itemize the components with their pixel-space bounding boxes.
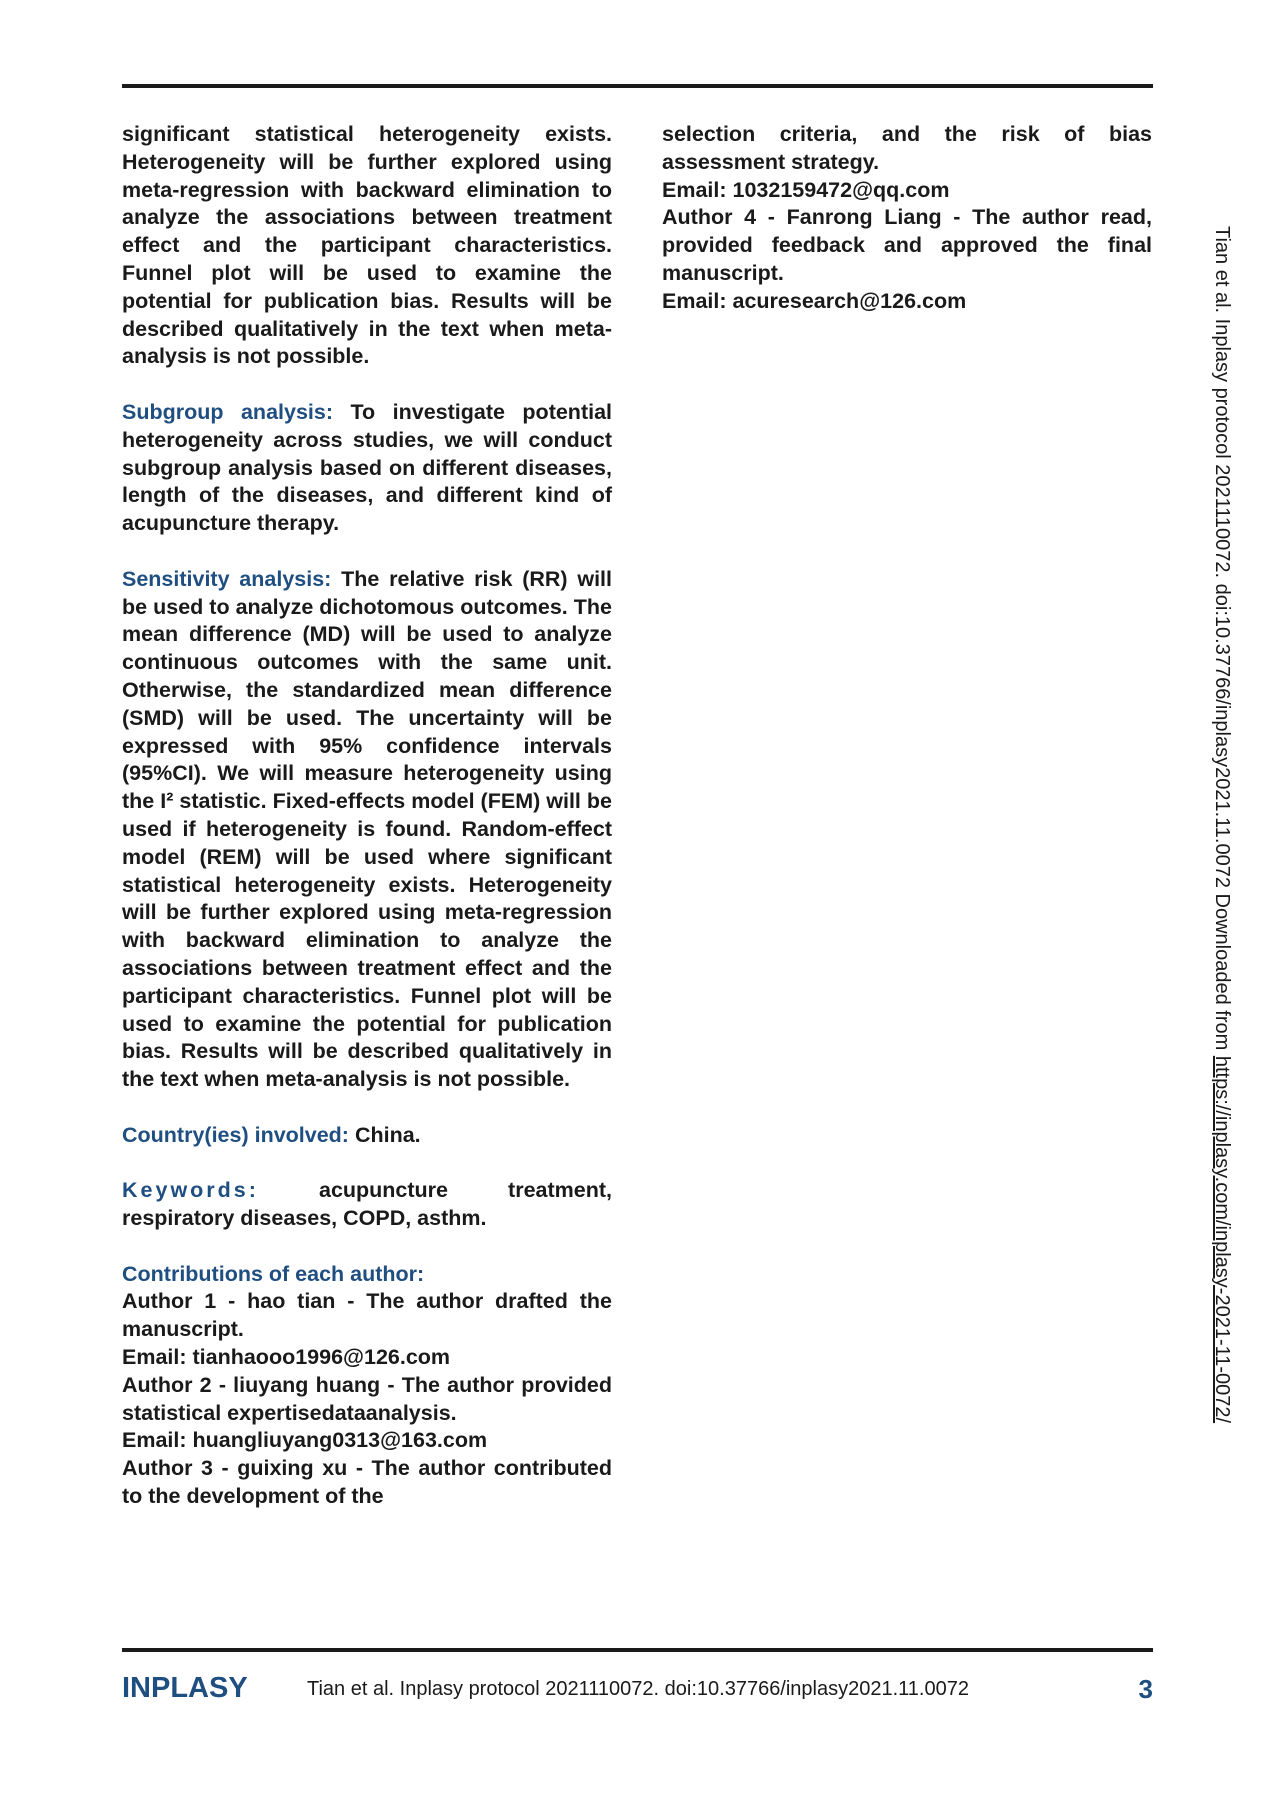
footer-citation: Tian et al. Inplasy protocol 2021110072. doi:10.37766/inplasy2021.11.0072	[307, 1678, 969, 1700]
subgroup-analysis-heading: Subgroup analysis:	[122, 399, 334, 424]
subgroup-analysis-section	[122, 399, 612, 538]
sensitivity-analysis-section	[122, 566, 612, 1094]
brand-logo: INPLASY	[122, 1672, 248, 1704]
keywords-section	[122, 1177, 612, 1233]
right-column	[662, 121, 1152, 316]
country-section	[122, 1122, 612, 1150]
paragraph-heterogeneity: significant statistical heterogeneity exists. Heterogeneity will be further explored using meta-regression with backward elimination to analyze the associations between treatment effect and the participant characteristics. Funnel plot will be used to examine the potential for publication bias. Results will be described qualitatively in the text when meta-analysis is not possible.	[122, 122, 612, 369]
side-note-text: Tian et al. Inplasy protocol 2021110072. doi:10.37766/inplasy2021.11.0072 Downloaded from	[1211, 226, 1233, 1056]
contributions-section	[122, 1261, 612, 1511]
keywords-text: acupuncture treatment, respiratory diseases, COPD, asthm.	[122, 1178, 612, 1231]
author-1-email: Email: tianhaooo1996@126.com	[122, 1345, 451, 1370]
country-text: China.	[354, 1122, 421, 1147]
contributions-heading: Contributions of each author:	[122, 1261, 425, 1286]
page-number: 3	[1138, 1674, 1153, 1704]
bottom-rule	[122, 1648, 1153, 1652]
author-1-line: Author 1 - hao tian - The author drafted the manuscript.	[122, 1289, 612, 1342]
country-heading: Country(ies) involved:	[122, 1122, 349, 1147]
author-2-line: Author 2 - liuyang huang - The author provided statistical expertisedataanalysis.	[122, 1372, 612, 1425]
sensitivity-analysis-text: The relative risk (RR) will be used to analyze dichotomous outcomes. The mean difference (MD) will be used to analyze continuous outcomes with the same unit. Otherwise, the standardized mean difference (SMD) will be used. The uncertainty will be expressed with 95% confidence intervals (95%CI). We will measure heterogeneity using the I² statistic. Fixed-effects model (FEM) will be used if heterogeneity is found. Random-effect model (REM) will be used where significant statistical heterogeneity exists. Heterogeneity will be further explored using meta-regression with backward elimination to analyze the associations between treatment effect and the participant characteristics. Funnel plot will be used to examine the potential for publication bias. Results will be described qualitatively in the text when meta-analysis is not possible.	[122, 566, 612, 1092]
keywords-heading: Keywords:	[122, 1178, 259, 1203]
author-3-line: Author 3 - guixing xu - The author contributed to the development of the	[122, 1456, 612, 1509]
author-3-email: Email: 1032159472@qq.com	[662, 177, 950, 202]
author-2-email: Email: huangliuyang0313@163.com	[122, 1428, 488, 1453]
side-download-note	[1210, 226, 1233, 1423]
author-3-continued: selection criteria, and the risk of bias assessment strategy.	[662, 122, 1152, 174]
sensitivity-analysis-heading: Sensitivity analysis:	[122, 566, 332, 591]
author-4-line: Author 4 - Fanrong Liang - The author read, provided feedback and approved the final manuscript.	[662, 205, 1152, 285]
page-footer	[122, 1672, 1153, 1712]
top-rule	[122, 84, 1153, 88]
side-note-link[interactable]: https://inplasy.com/inplasy-2021-11-0072/	[1211, 1055, 1233, 1424]
left-column	[122, 121, 612, 1511]
author-4-email: Email: acuresearch@126.com	[662, 288, 967, 313]
subgroup-analysis-text: To investigate potential heterogeneity across studies, we will conduct subgroup analysis based on different diseases, length of the diseases, and different kind of acupuncture therapy.	[122, 399, 613, 536]
